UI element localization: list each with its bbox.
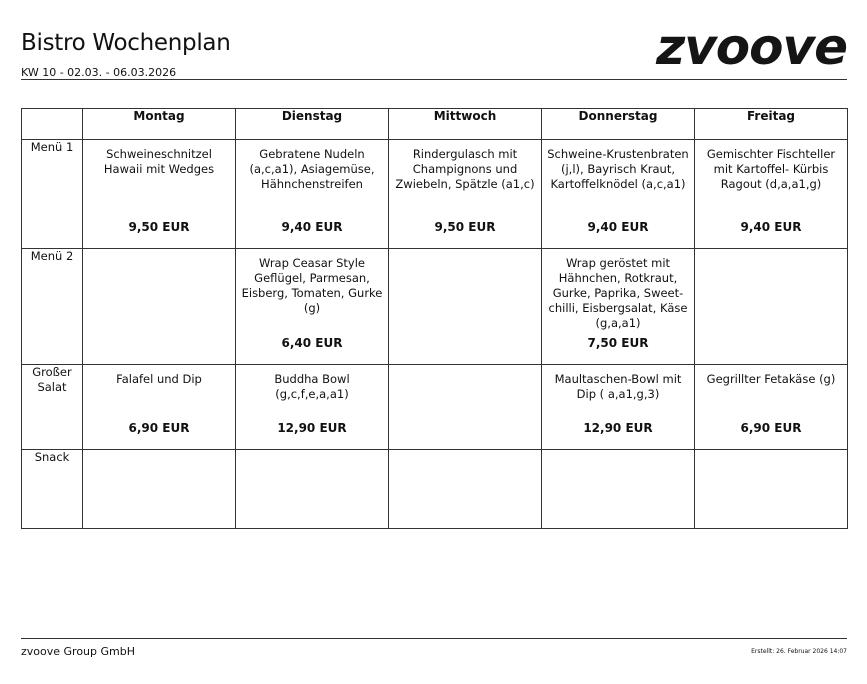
menu-cell bbox=[83, 450, 236, 529]
dish-text: Maultaschen-Bowl mit Dip ( a,a1,g,3) bbox=[554, 372, 682, 401]
menu-cell bbox=[695, 249, 848, 365]
dish-text bbox=[389, 450, 541, 457]
menu-row-menu1 bbox=[22, 140, 848, 249]
dish-text: Gebratene Nudeln (a,c,a1), Asiagemüse, Hähnchenstreifen bbox=[249, 147, 375, 191]
day-header-tuesday: Dienstag bbox=[236, 109, 389, 140]
dish-text bbox=[695, 249, 847, 256]
row-label: Snack bbox=[22, 450, 83, 529]
day-header-friday: Freitag bbox=[695, 109, 848, 140]
price-text: 9,50 EUR bbox=[434, 220, 496, 234]
zvoove-logo: zvoove bbox=[656, 18, 847, 76]
row-label: Menü 1 bbox=[22, 140, 83, 249]
menu-row-snack bbox=[22, 450, 848, 529]
price-text: 12,90 EUR bbox=[583, 421, 653, 435]
menu-cell bbox=[236, 249, 389, 365]
menu-row-salad bbox=[22, 365, 848, 450]
footer-created-timestamp: Erstellt: 26. Februar 2026 14:07 bbox=[751, 648, 847, 655]
menu-cell bbox=[389, 249, 542, 365]
menu-cell bbox=[83, 249, 236, 365]
page-title: Bistro Wochenplan bbox=[21, 30, 231, 56]
dish-text: Schweine-Krustenbraten (j,l), Bayrisch Kraut, Kartoffelknödel (a,c,a1) bbox=[547, 147, 689, 191]
dish-text bbox=[389, 365, 541, 372]
menu-cell bbox=[389, 450, 542, 529]
row-label: Menü 2 bbox=[22, 249, 83, 365]
menu-cell bbox=[236, 450, 389, 529]
price-text: 9,40 EUR bbox=[587, 220, 649, 234]
dish-text: Schweineschnitzel Hawaii mit Wedges bbox=[103, 147, 215, 176]
price-text: 12,90 EUR bbox=[277, 421, 347, 435]
dish-text: Rindergulasch mit Champignons und Zwiebeln, Spätzle (a1,c) bbox=[395, 147, 535, 191]
footer-company: zvoove Group GmbH bbox=[21, 645, 135, 658]
menu-cell bbox=[236, 365, 389, 450]
menu-row-menu2 bbox=[22, 249, 848, 365]
dish-text bbox=[389, 249, 541, 256]
menu-cell bbox=[542, 450, 695, 529]
menu-cell bbox=[389, 140, 542, 249]
dish-text: Gemischter Fischteller mit Kartoffel- Kürbis Ragout (d,a,a1,g) bbox=[706, 147, 836, 191]
dish-text bbox=[542, 450, 694, 457]
day-header-row bbox=[22, 109, 848, 140]
header-divider bbox=[21, 79, 847, 80]
price-text: 6,40 EUR bbox=[281, 336, 343, 350]
week-range: KW 10 - 02.03. - 06.03.2026 bbox=[21, 66, 177, 79]
corner-cell bbox=[22, 109, 83, 140]
dish-text: Buddha Bowl (g,c,f,e,a,a1) bbox=[274, 372, 350, 401]
menu-cell bbox=[695, 365, 848, 450]
dish-text: Wrap Ceasar Style Geflügel, Parmesan, Eisberg, Tomaten, Gurke (g) bbox=[241, 256, 383, 315]
footer-divider bbox=[21, 638, 847, 639]
menu-cell bbox=[695, 140, 848, 249]
price-text: 9,40 EUR bbox=[740, 220, 802, 234]
day-header-thursday: Donnerstag bbox=[542, 109, 695, 140]
menu-cell bbox=[542, 140, 695, 249]
dish-text bbox=[83, 249, 235, 256]
price-text: 7,50 EUR bbox=[587, 336, 649, 350]
dish-text: Wrap geröstet mit Hähnchen, Rotkraut, Gurke, Paprika, Sweet-chilli, Eisbergsalat, Käse (g,a,a1) bbox=[548, 256, 688, 330]
price-text: 6,90 EUR bbox=[128, 421, 190, 435]
price-text: 9,40 EUR bbox=[281, 220, 343, 234]
day-header-monday: Montag bbox=[83, 109, 236, 140]
menu-cell bbox=[236, 140, 389, 249]
day-header-wednesday: Mittwoch bbox=[389, 109, 542, 140]
dish-text bbox=[83, 450, 235, 457]
dish-text: Gegrillter Fetakäse (g) bbox=[706, 372, 836, 386]
weekly-menu-table bbox=[21, 108, 848, 529]
menu-cell bbox=[542, 365, 695, 450]
dish-text: Falafel und Dip bbox=[116, 372, 202, 386]
menu-cell bbox=[542, 249, 695, 365]
price-text: 9,50 EUR bbox=[128, 220, 190, 234]
menu-cell bbox=[83, 140, 236, 249]
menu-cell bbox=[83, 365, 236, 450]
dish-text bbox=[236, 450, 388, 457]
menu-cell bbox=[389, 365, 542, 450]
price-text: 6,90 EUR bbox=[740, 421, 802, 435]
menu-cell bbox=[695, 450, 848, 529]
row-label: Großer Salat bbox=[22, 365, 83, 450]
dish-text bbox=[695, 450, 847, 457]
